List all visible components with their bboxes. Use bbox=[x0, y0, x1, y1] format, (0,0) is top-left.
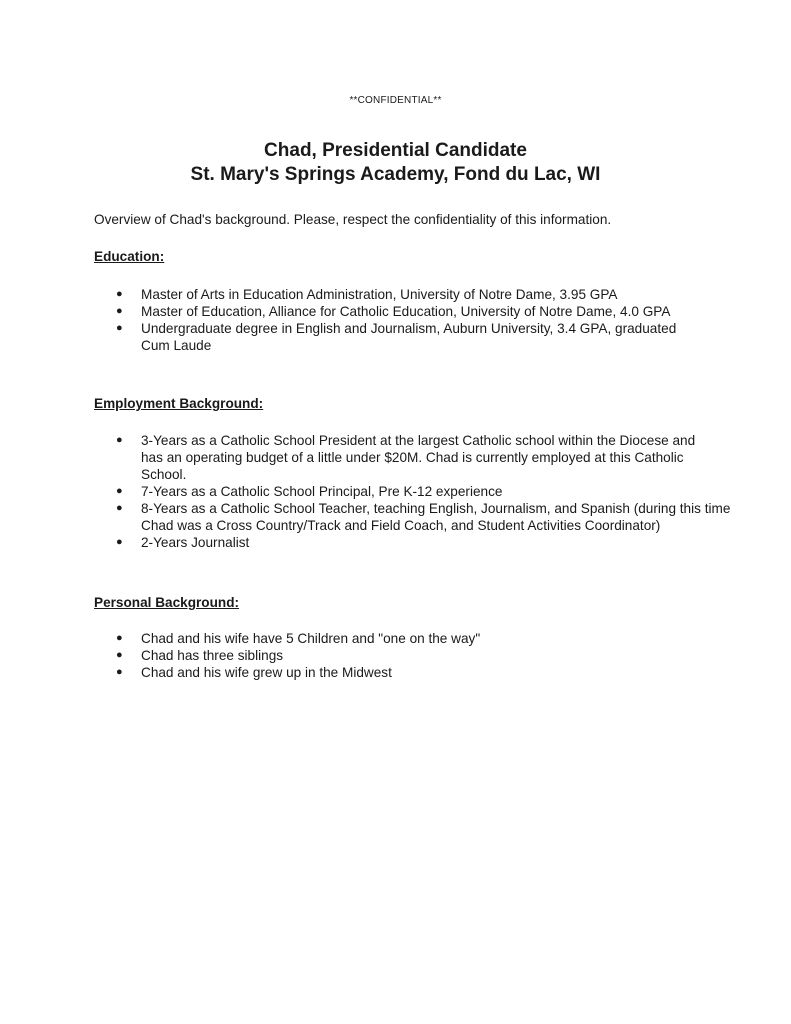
personal-list bbox=[116, 630, 716, 681]
overview-paragraph: Overview of Chad's background. Please, respect the confidentiality of this information. bbox=[94, 212, 612, 227]
bullet-icon: ● bbox=[116, 666, 123, 678]
list-item bbox=[116, 432, 711, 483]
list-item-text: 3-Years as a Catholic School President at the largest Catholic school within the Diocese and has an operating budget of a little under $20M. Chad is currently employed at this Catholic School. bbox=[141, 433, 696, 482]
list-item-text: 8-Years as a Catholic School Teacher, teaching English, Journalism, and Spanish (during this time Chad was a Cross Country/Track and Field Coach, and Student Activities Coordinator) bbox=[141, 501, 731, 533]
education-list bbox=[116, 286, 716, 354]
bullet-icon: ● bbox=[116, 502, 123, 514]
list-item bbox=[116, 303, 701, 320]
bullet-icon: ● bbox=[116, 485, 123, 497]
employment-heading: Employment Background: bbox=[94, 396, 264, 411]
list-item bbox=[116, 500, 731, 534]
personal-heading: Personal Background: bbox=[94, 595, 240, 610]
education-heading: Education: bbox=[94, 249, 165, 264]
list-item bbox=[116, 286, 716, 303]
employment-list bbox=[116, 432, 731, 551]
list-item-text: Undergraduate degree in English and Journalism, Auburn University, 3.4 GPA, graduated Cum Laude bbox=[141, 321, 677, 353]
bullet-icon: ● bbox=[116, 434, 123, 446]
list-item-text: Master of Arts in Education Administration, University of Notre Dame, 3.95 GPA bbox=[141, 287, 618, 302]
list-item bbox=[116, 647, 716, 664]
bullet-icon: ● bbox=[116, 536, 123, 548]
list-item bbox=[116, 483, 716, 500]
bullet-icon: ● bbox=[116, 649, 123, 661]
list-item-text: Chad and his wife have 5 Children and "one on the way" bbox=[141, 631, 481, 646]
document-title: Chad, Presidential Candidate bbox=[264, 140, 527, 161]
document-subtitle: St. Mary's Springs Academy, Fond du Lac, WI bbox=[190, 164, 601, 185]
list-item bbox=[116, 534, 716, 551]
list-item-text: 2-Years Journalist bbox=[141, 535, 250, 550]
bullet-icon: ● bbox=[116, 322, 123, 334]
list-item bbox=[116, 320, 701, 354]
list-item bbox=[116, 630, 716, 647]
bullet-icon: ● bbox=[116, 305, 123, 317]
list-item-text: Chad and his wife grew up in the Midwest bbox=[141, 665, 392, 680]
list-item-text: Master of Education, Alliance for Catholic Education, University of Notre Dame, 4.0 GPA bbox=[141, 304, 671, 319]
bullet-icon: ● bbox=[116, 632, 123, 644]
confidential-label: **CONFIDENTIAL** bbox=[349, 95, 442, 106]
list-item-text: 7-Years as a Catholic School Principal, Pre K-12 experience bbox=[141, 484, 503, 499]
list-item-text: Chad has three siblings bbox=[141, 648, 284, 663]
list-item bbox=[116, 664, 716, 681]
bullet-icon: ● bbox=[116, 288, 123, 300]
